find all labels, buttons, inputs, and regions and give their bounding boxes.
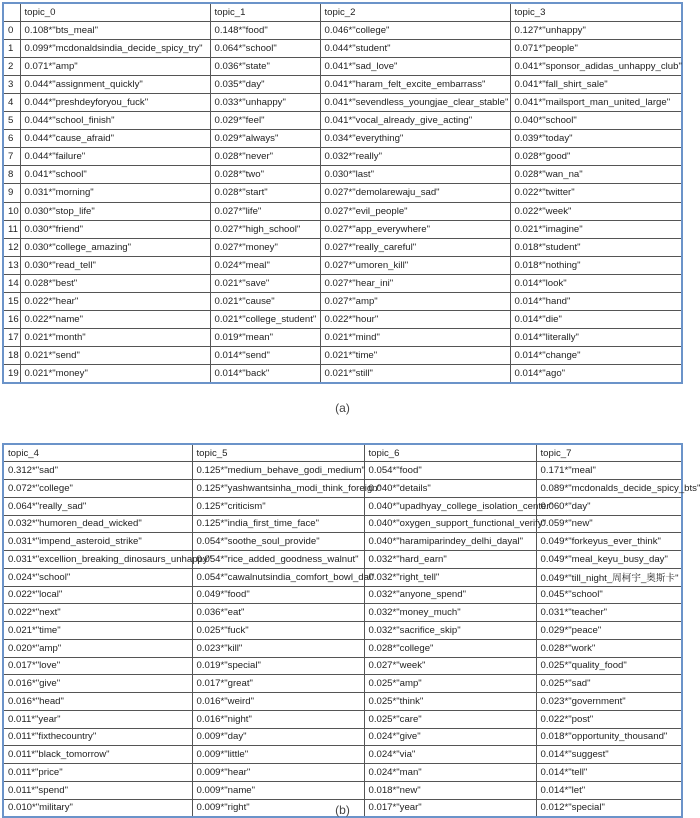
table-row: [3, 184, 682, 202]
table-cell: 0.049*"forkeyus_ever_think": [536, 533, 682, 551]
table-cell: 0.032*"anyone_spend": [364, 586, 536, 604]
table-row: [3, 497, 682, 515]
table-cell: 0.021*"time": [3, 622, 192, 640]
table-cell: 0.028*"good": [510, 148, 682, 166]
table-cell: 0.025*"quality_food": [536, 657, 682, 675]
table-cell: 0.027*"demolarewaju_sad": [320, 184, 510, 202]
table-cell: 0.030*"read_tell": [20, 256, 210, 274]
table-cell: 0.027*"amp": [320, 293, 510, 311]
table-cell: 0.049*"food": [192, 586, 364, 604]
table-cell: 0.014*"die": [510, 311, 682, 329]
table-cell: 0.014*"let": [536, 781, 682, 799]
table-cell: 0.035*"day": [210, 75, 320, 93]
table-cell: 0.020*"amp": [3, 639, 192, 657]
table-cell: 0.017*"great": [192, 675, 364, 693]
table-cell: 0.011*"black_tomorrow": [3, 746, 192, 764]
table-row: [3, 480, 682, 498]
table-row: [3, 365, 682, 383]
table-row: [3, 21, 682, 39]
table-cell: 0.011*"spend": [3, 781, 192, 799]
table-row: [3, 515, 682, 533]
topic-table-b: [2, 443, 700, 818]
table-cell: 0.041*"vocal_already_give_acting": [320, 112, 510, 130]
table-row: [3, 675, 682, 693]
table-cell: 0.054*"soothe_soul_provide": [192, 533, 364, 551]
table-cell: 6: [3, 130, 20, 148]
table-cell: 0.028*"college": [364, 639, 536, 657]
table-cell: 0.016*"night": [192, 710, 364, 728]
table-cell: 0.054*"cawalnutsindia_comfort_bowl_dal": [192, 568, 364, 586]
table-cell: 0.009*"little": [192, 746, 364, 764]
table-row: [3, 112, 682, 130]
table-cell: 0.018*"new": [364, 781, 536, 799]
table-cell: 7: [3, 148, 20, 166]
table-row: [3, 781, 682, 799]
table-cell: 19: [3, 365, 20, 383]
table-row: [3, 347, 682, 365]
table-cell: 0.108*"bts_meal": [20, 21, 210, 39]
table-cell: 0.022*"local": [3, 586, 192, 604]
table-cell: 0.023*"government": [536, 693, 682, 711]
table-row: [3, 568, 682, 586]
table-cell: 0.040*"oxygen_support_functional_verify": [364, 515, 536, 533]
table-cell: 0.034*"everything": [320, 130, 510, 148]
table-cell: 0.044*"school_finish": [20, 112, 210, 130]
table-cell: 0.027*"really_careful": [320, 238, 510, 256]
column-header: topic_3: [510, 3, 682, 21]
table-cell: 13: [3, 256, 20, 274]
table-row: [3, 75, 682, 93]
table-cell: 0.022*"hear": [20, 293, 210, 311]
table-cell: 0.032*"right_tell": [364, 568, 536, 586]
table-cell: 0.028*"work": [536, 639, 682, 657]
table-cell: 0.027*"money": [210, 238, 320, 256]
table-row: [3, 728, 682, 746]
table-cell: 11: [3, 220, 20, 238]
table-row: [3, 622, 682, 640]
table-cell: 0.014*"look": [510, 274, 682, 292]
table-cell: 0.125*"india_first_time_face": [192, 515, 364, 533]
table-cell: 0.027*"evil_people": [320, 202, 510, 220]
table-cell: 0.031*"morning": [20, 184, 210, 202]
table-cell: 0.040*"haramiparindey_delhi_dayal": [364, 533, 536, 551]
table-cell: 0.025*"think": [364, 693, 536, 711]
table-cell: 0.014*"suggest": [536, 746, 682, 764]
table-cell: 0.014*"literally": [510, 329, 682, 347]
column-header: topic_5: [192, 444, 364, 462]
table-cell: 0.014*"back": [210, 365, 320, 383]
table-cell: 0.009*"name": [192, 781, 364, 799]
table-row: [3, 657, 682, 675]
table-cell: 0.009*"hear": [192, 764, 364, 782]
table-row: [3, 710, 682, 728]
table-cell: 16: [3, 311, 20, 329]
column-header: topic_2: [320, 3, 510, 21]
table-cell: 0.022*"hour": [320, 311, 510, 329]
table-cell: 0.030*"friend": [20, 220, 210, 238]
table-cell: 15: [3, 293, 20, 311]
table-cell: 0.032*"sacrifice_skip": [364, 622, 536, 640]
table-cell: 0.016*"give": [3, 675, 192, 693]
table-row: [3, 329, 682, 347]
table-cell: 0.014*"send": [210, 347, 320, 365]
table-cell: 0.028*"wan_na": [510, 166, 682, 184]
table-cell: 0.044*"preshdeyforyou_fuck": [20, 93, 210, 111]
column-header: topic_6: [364, 444, 536, 462]
table-cell: 0.024*"man": [364, 764, 536, 782]
table-header-row: [3, 3, 682, 21]
table-cell: 0.027*"high_school": [210, 220, 320, 238]
table-cell: 0.016*"head": [3, 693, 192, 711]
table-cell: 0.312*"sad": [3, 462, 192, 480]
table-cell: 0.019*"mean": [210, 329, 320, 347]
table-cell: 0.044*"failure": [20, 148, 210, 166]
table-cell: 0.025*"care": [364, 710, 536, 728]
table-cell: 0: [3, 21, 20, 39]
table-cell: 0.028*"never": [210, 148, 320, 166]
table-cell: 0.041*"mailsport_man_united_large": [510, 93, 682, 111]
table-cell: 1: [3, 39, 20, 57]
table-cell: 0.041*"haram_felt_excite_embarrass": [320, 75, 510, 93]
table-cell: 4: [3, 93, 20, 111]
table-row: [3, 39, 682, 57]
table-cell: 0.040*"upadhyay_college_isolation_center": [364, 497, 536, 515]
table-cell: 0.030*"stop_life": [20, 202, 210, 220]
table-cell: 0.060*"day": [536, 497, 682, 515]
table-cell: 0.029*"feel": [210, 112, 320, 130]
caption-a: (a): [335, 401, 350, 415]
table-cell: 0.009*"right": [192, 799, 364, 817]
table-cell: 0.017*"love": [3, 657, 192, 675]
table-cell: 0.009*"day": [192, 728, 364, 746]
table-cell: 0.027*"life": [210, 202, 320, 220]
table-cell: 0.011*"year": [3, 710, 192, 728]
table-row: [3, 293, 682, 311]
table-cell: 0.041*"sponsor_adidas_unhappy_club": [510, 57, 682, 75]
table-cell: 18: [3, 347, 20, 365]
table-cell: 0.010*"military": [3, 799, 192, 817]
table-cell: 2: [3, 57, 20, 75]
table-cell: 0.040*"details": [364, 480, 536, 498]
table-cell: 0.041*"sad_love": [320, 57, 510, 75]
table-cell: 0.030*"college_amazing": [20, 238, 210, 256]
table-cell: 0.044*"student": [320, 39, 510, 57]
table-cell: 0.021*"time": [320, 347, 510, 365]
table-cell: 0.032*"really": [320, 148, 510, 166]
table-row: [3, 256, 682, 274]
table-cell: 0.021*"still": [320, 365, 510, 383]
table-cell: 0.148*"food": [210, 21, 320, 39]
table-cell: 0.021*"month": [20, 329, 210, 347]
table-cell: 12: [3, 238, 20, 256]
table-cell: 0.021*"send": [20, 347, 210, 365]
table-cell: 0.029*"peace": [536, 622, 682, 640]
table-cell: 0.125*"criticism": [192, 497, 364, 515]
table-cell: 0.027*"app_everywhere": [320, 220, 510, 238]
table-row: [3, 93, 682, 111]
table-cell: 0.071*"people": [510, 39, 682, 57]
table-cell: 0.054*"food": [364, 462, 536, 480]
table-cell: 0.089*"mcdonalds_decide_spicy_bts": [536, 480, 682, 498]
table-row: [3, 202, 682, 220]
table-cell: 0.021*"imagine": [510, 220, 682, 238]
caption-b: (b): [335, 803, 350, 817]
table-cell: 0.072*"college": [3, 480, 192, 498]
table-row: [3, 166, 682, 184]
table-cell: 0.018*"student": [510, 238, 682, 256]
column-header: topic_7: [536, 444, 682, 462]
table-cell: 0.031*"teacher": [536, 604, 682, 622]
table-row: [3, 311, 682, 329]
table-cell: 0.012*"special": [536, 799, 682, 817]
table-cell: 0.171*"meal": [536, 462, 682, 480]
table-cell: 0.039*"today": [510, 130, 682, 148]
table-cell: 0.049*"meal_keyu_busy_day": [536, 551, 682, 569]
column-header: topic_4: [3, 444, 192, 462]
table-cell: 0.033*"unhappy": [210, 93, 320, 111]
table-cell: 0.046*"college": [320, 21, 510, 39]
table-cell: 0.021*"cause": [210, 293, 320, 311]
table-cell: 0.014*"tell": [536, 764, 682, 782]
table-cell: 3: [3, 75, 20, 93]
table-cell: 0.027*"hear_ini": [320, 274, 510, 292]
column-header: topic_0: [20, 3, 210, 21]
table-cell: 0.045*"school": [536, 586, 682, 604]
table-cell: 0.044*"cause_afraid": [20, 130, 210, 148]
table-row: [3, 274, 682, 292]
table-cell: 0.024*"via": [364, 746, 536, 764]
table-row: [3, 693, 682, 711]
table-cell: 0.125*"yashwantsinha_modi_think_foreign": [192, 480, 364, 498]
table-cell: 0.032*"money_much": [364, 604, 536, 622]
table-cell: 8: [3, 166, 20, 184]
table-cell: 0.041*"school": [20, 166, 210, 184]
table-cell: 0.014*"hand": [510, 293, 682, 311]
table-row: [3, 764, 682, 782]
table-row: [3, 148, 682, 166]
table-cell: 0.021*"mind": [320, 329, 510, 347]
table-cell: 0.024*"give": [364, 728, 536, 746]
table-cell: 5: [3, 112, 20, 130]
table-cell: 0.011*"fixthecountry": [3, 728, 192, 746]
table-cell: 0.040*"school": [510, 112, 682, 130]
table-cell: 0.044*"assignment_quickly": [20, 75, 210, 93]
table-row: [3, 604, 682, 622]
table-cell: 0.032*"hard_earn": [364, 551, 536, 569]
table-cell: 0.014*"ago": [510, 365, 682, 383]
column-header: [3, 3, 20, 21]
table-cell: 0.025*"amp": [364, 675, 536, 693]
table-cell: 0.028*"start": [210, 184, 320, 202]
table-cell: 0.028*"two": [210, 166, 320, 184]
table-row: [3, 57, 682, 75]
table-row: [3, 746, 682, 764]
table-cell: 0.011*"price": [3, 764, 192, 782]
table-cell: 0.022*"twitter": [510, 184, 682, 202]
table-cell: 0.041*"fall_shirt_sale": [510, 75, 682, 93]
table-cell: 0.036*"state": [210, 57, 320, 75]
table-row: [3, 130, 682, 148]
table-cell: 0.024*"school": [3, 568, 192, 586]
table-cell: 0.021*"money": [20, 365, 210, 383]
table-cell: 0.025*"sad": [536, 675, 682, 693]
table-cell: 0.025*"fuck": [192, 622, 364, 640]
table-cell: 0.064*"school": [210, 39, 320, 57]
table-cell: 0.027*"week": [364, 657, 536, 675]
table-row: [3, 551, 682, 569]
table-cell: 0.027*"umoren_kill": [320, 256, 510, 274]
table-cell: 0.022*"next": [3, 604, 192, 622]
table-cell: 0.022*"week": [510, 202, 682, 220]
table-row: [3, 462, 682, 480]
table-cell: 0.125*"medium_behave_godi_medium": [192, 462, 364, 480]
table-cell: 0.014*"change": [510, 347, 682, 365]
table-cell: 0.017*"year": [364, 799, 536, 817]
table-cell: 0.023*"kill": [192, 639, 364, 657]
table-cell: 0.071*"amp": [20, 57, 210, 75]
topic-table-a: [2, 2, 683, 384]
table-cell: 0.036*"eat": [192, 604, 364, 622]
table-cell: 0.099*"mcdonaldsindia_decide_spicy_try": [20, 39, 210, 57]
table-row: [3, 220, 682, 238]
table-cell: 0.064*"really_sad": [3, 497, 192, 515]
table-cell: 0.021*"college_student": [210, 311, 320, 329]
column-header: topic_1: [210, 3, 320, 21]
table-row: [3, 533, 682, 551]
table-cell: 9: [3, 184, 20, 202]
table-cell: 14: [3, 274, 20, 292]
table-cell: 0.029*"always": [210, 130, 320, 148]
table-row: [3, 238, 682, 256]
table-cell: 0.049*"till_night_周柯宇_奥斯卡": [536, 568, 682, 586]
table-cell: 0.031*"impend_asteroid_strike": [3, 533, 192, 551]
table-cell: 0.024*"meal": [210, 256, 320, 274]
table-cell: 0.021*"save": [210, 274, 320, 292]
table-cell: 10: [3, 202, 20, 220]
table-cell: 0.127*"unhappy": [510, 21, 682, 39]
table-cell: 0.030*"last": [320, 166, 510, 184]
table-row: [3, 639, 682, 657]
table-cell: 0.022*"name": [20, 311, 210, 329]
table-header-row: [3, 444, 682, 462]
table-cell: 0.041*"sevendless_youngjae_clear_stable": [320, 93, 510, 111]
table-cell: 17: [3, 329, 20, 347]
table-cell: 0.054*"rice_added_goodness_walnut": [192, 551, 364, 569]
table-cell: 0.019*"special": [192, 657, 364, 675]
table-cell: 0.059*"new": [536, 515, 682, 533]
table-row: [3, 586, 682, 604]
table-cell: 0.022*"post": [536, 710, 682, 728]
table-cell: 0.018*"opportunity_thousand": [536, 728, 682, 746]
table-cell: 0.028*"best": [20, 274, 210, 292]
table-cell: 0.032*"humoren_dead_wicked": [3, 515, 192, 533]
table-cell: 0.018*"nothing": [510, 256, 682, 274]
table-cell: 0.016*"weird": [192, 693, 364, 711]
table-cell: 0.031*"excellion_breaking_dinosaurs_unhappy": [3, 551, 192, 569]
